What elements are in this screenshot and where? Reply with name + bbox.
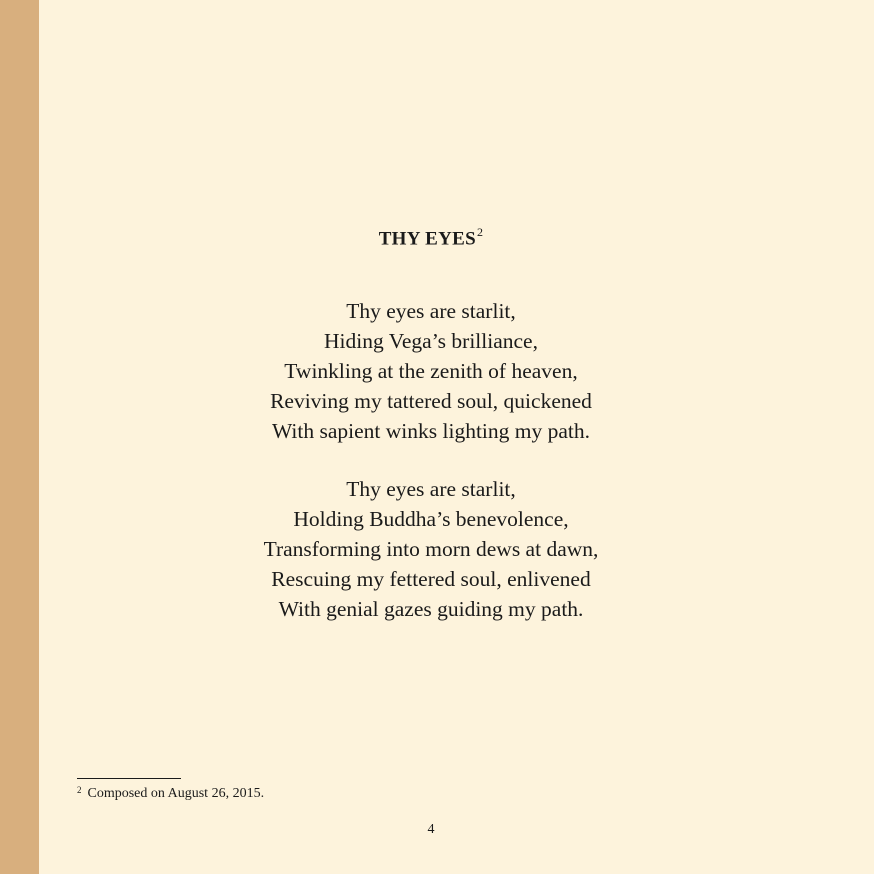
footnote-text: Composed on August 26, 2015. xyxy=(87,786,265,801)
poem-line: Thy eyes are starlit, xyxy=(346,477,516,501)
poem-line: With genial gazes guiding my path. xyxy=(278,597,584,621)
poem-line: Hiding Vega’s brilliance, xyxy=(324,329,538,353)
poem-line: Twinkling at the zenith of heaven, xyxy=(284,359,578,383)
footnote-marker: 2 xyxy=(77,785,82,795)
footnote-divider xyxy=(77,778,181,779)
page-edge-band xyxy=(0,0,39,874)
poem-line: With sapient winks lighting my path. xyxy=(271,419,591,443)
poem-line: Reviving my tattered soul, quickened xyxy=(270,389,592,413)
stanza-2 xyxy=(39,474,823,624)
footnote xyxy=(77,786,264,802)
poem-line: Transforming into morn dews at dawn, xyxy=(263,537,599,561)
title-footnote-marker: 2 xyxy=(476,225,484,239)
stanza-1 xyxy=(39,296,823,446)
poem-line: Rescuing my fettered soul, enlivened xyxy=(271,567,591,591)
poem-line: Holding Buddha’s benevolence, xyxy=(293,507,569,531)
poem-title-text: THY EYES xyxy=(378,228,476,250)
poem-title xyxy=(39,226,823,250)
book-page xyxy=(39,0,874,874)
poem-line: Thy eyes are starlit, xyxy=(346,299,516,323)
page-number: 4 xyxy=(427,822,435,837)
